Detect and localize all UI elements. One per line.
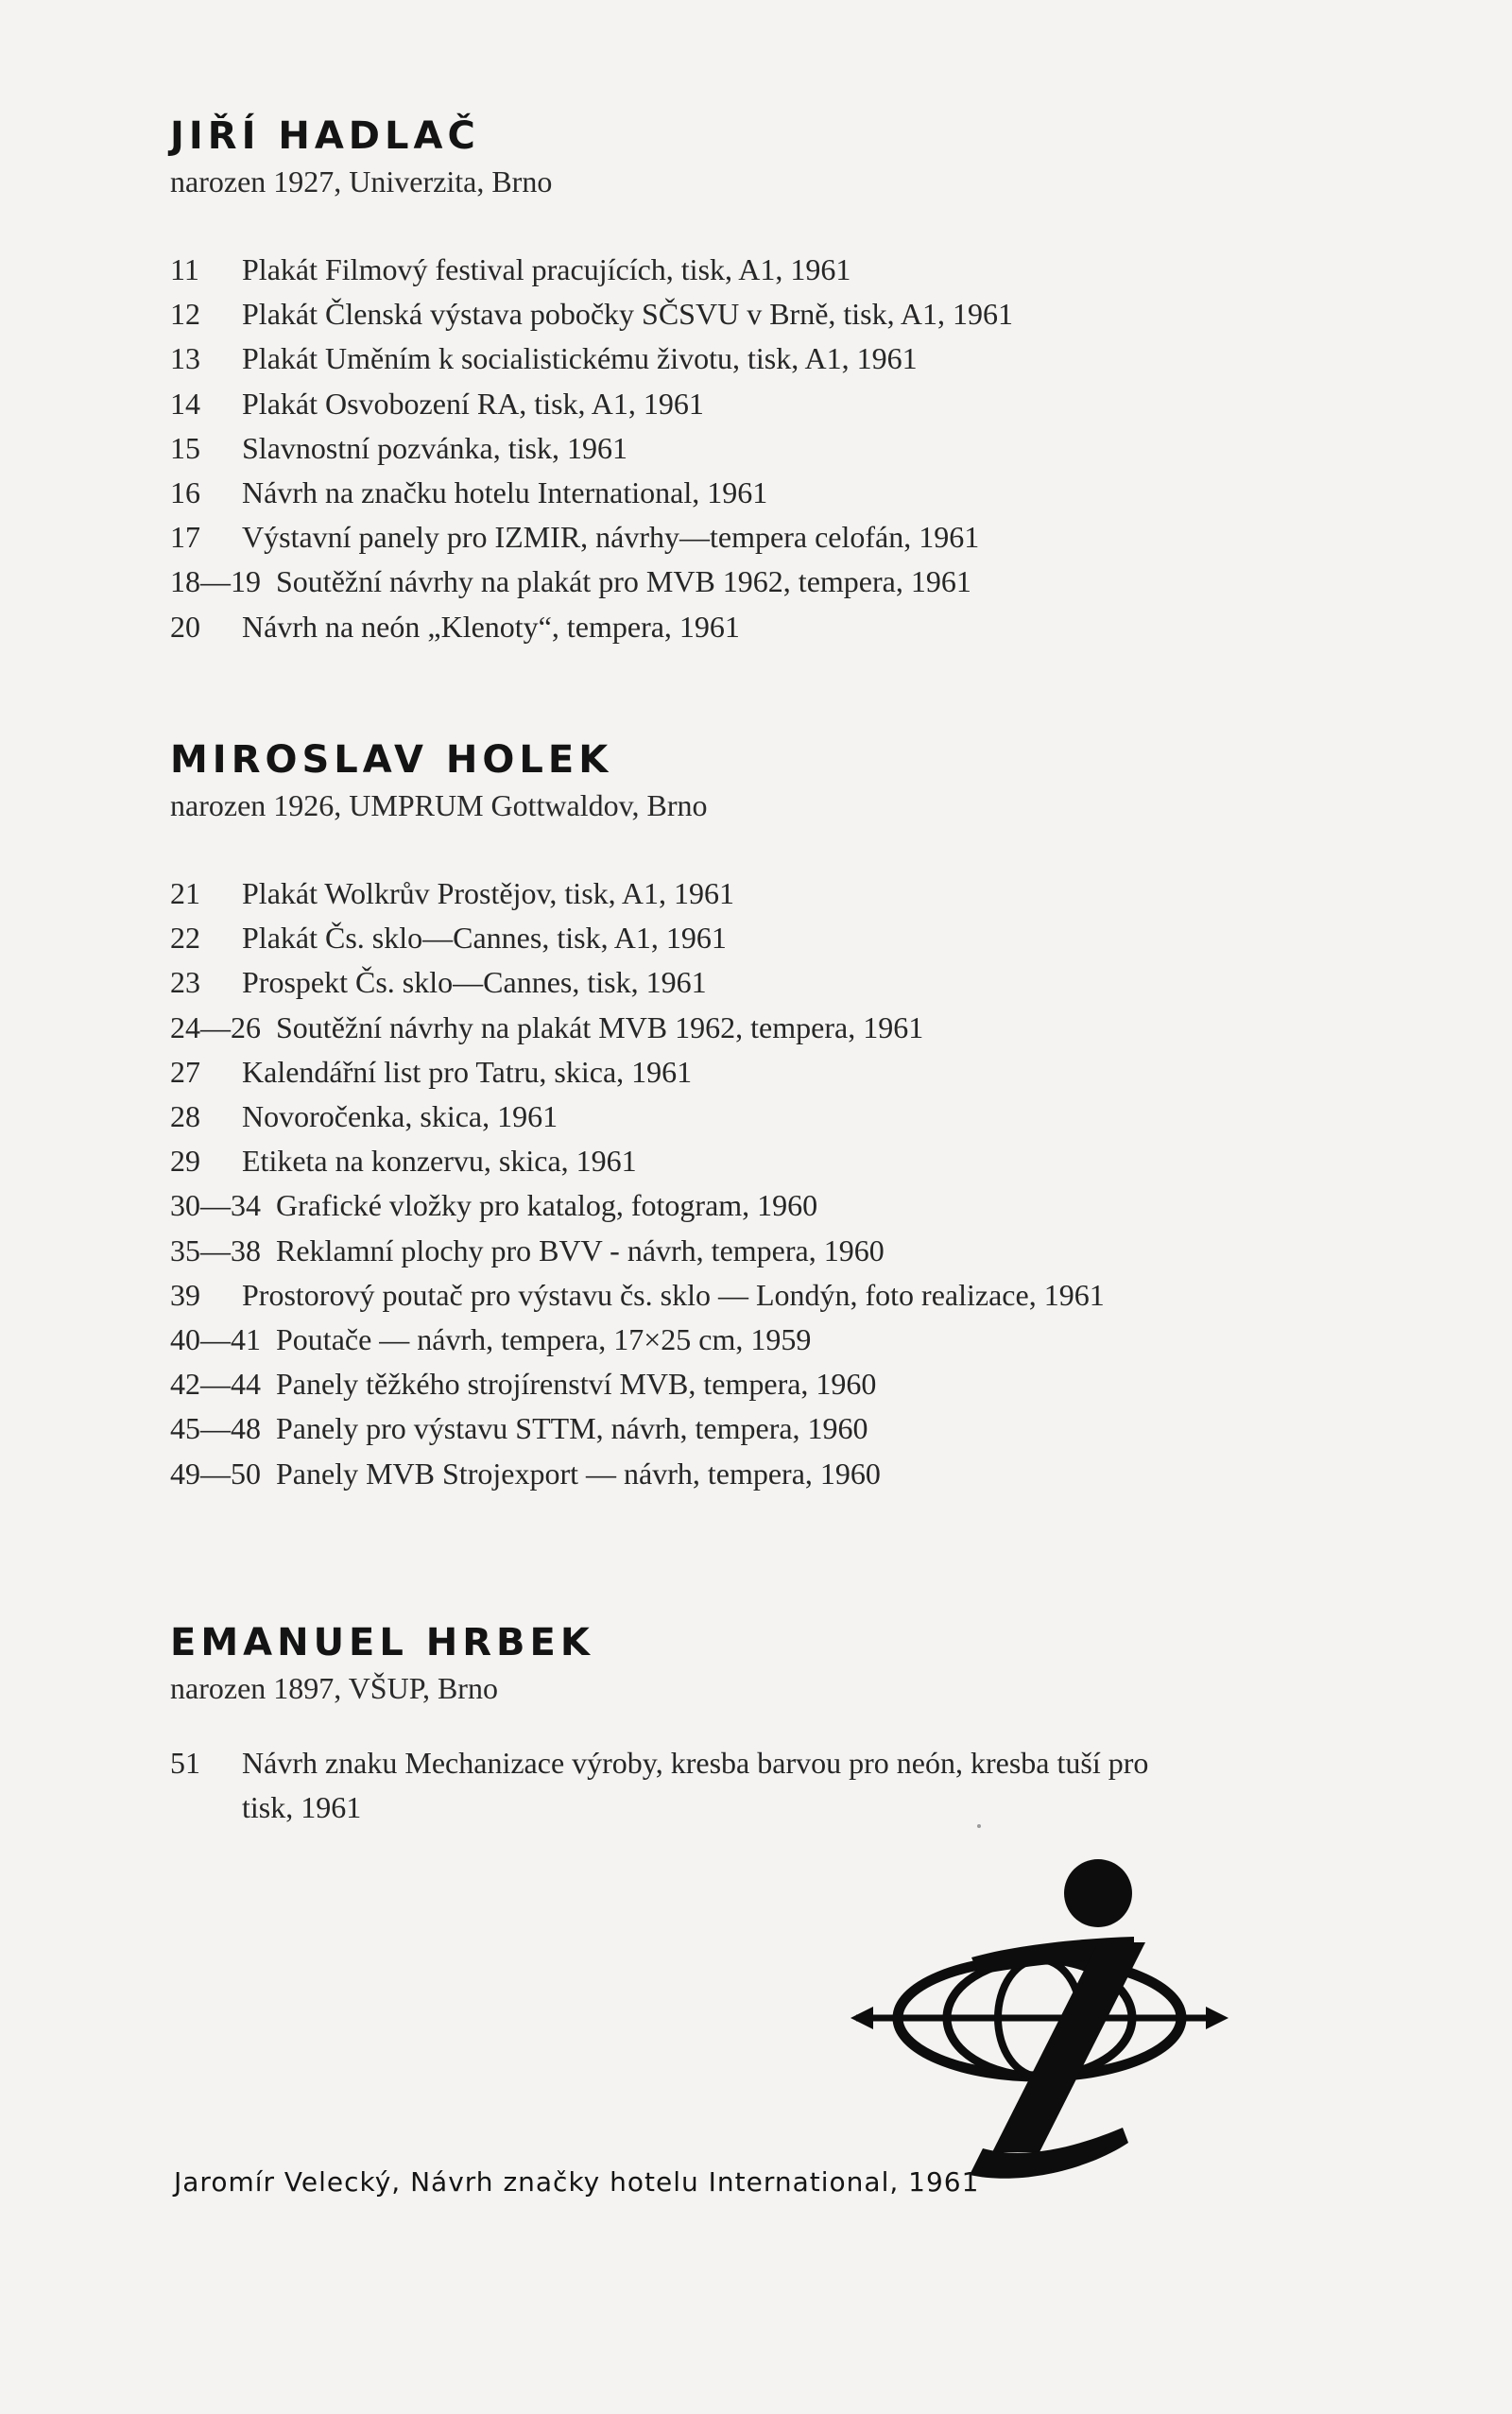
item-number: 12 (170, 297, 200, 332)
item-text: Výstavní panely pro IZMIR, návrhy—tempera celofán, 1961 (242, 520, 980, 555)
item-text: Návrh na značku hotelu International, 1961 (242, 475, 768, 510)
item-number: 27 (170, 1054, 200, 1089)
item-text: Návrh na neón „Klenoty“, tempera, 1961 (242, 609, 740, 644)
work-list (170, 248, 1304, 649)
item-text: Panely MVB Strojexport — návrh, tempera, 1960 (276, 1456, 881, 1491)
item-text: Panely těžkého strojírenství MVB, tempera, 1960 (276, 1367, 877, 1402)
list-item (170, 1050, 1304, 1095)
work-list (170, 1741, 1304, 1830)
item-text: Prostorový poutač pro výstavu čs. sklo — Londýn, foto realizace, 1961 (242, 1277, 1105, 1312)
item-text: Návrh znaku Mechanizace výroby, kresba barvou pro neón, kresba tuší pro tisk, 1961 (242, 1746, 1149, 1825)
item-number: 16 (170, 475, 200, 510)
artist-section-holek (170, 737, 1304, 1496)
list-item (170, 1095, 1304, 1139)
item-text: Etiketa na konzervu, skica, 1961 (242, 1144, 637, 1179)
item-number: 14 (170, 386, 200, 421)
list-item (170, 336, 1304, 381)
list-item (170, 1362, 1304, 1406)
list-item (170, 382, 1304, 426)
item-number: 15 (170, 430, 200, 465)
hotel-international-logo-icon (850, 1848, 1228, 2207)
item-text: Soutěžní návrhy na plakát MVB 1962, tempera, 1961 (276, 1009, 924, 1044)
item-text: Slavnostní pozvánka, tisk, 1961 (242, 430, 627, 465)
list-item (170, 426, 1304, 471)
item-number: 28 (170, 1099, 200, 1134)
list-item (170, 560, 1304, 604)
item-text: Kalendářní list pro Tatru, skica, 1961 (242, 1054, 693, 1089)
list-item (170, 1273, 1304, 1318)
list-item (170, 1183, 1304, 1228)
list-item (170, 1006, 1304, 1050)
artist-info: narozen 1926, UMPRUM Gottwaldov, Brno (170, 788, 708, 822)
artist-name: MIROSLAV HOLEK (170, 738, 613, 782)
work-list (170, 871, 1304, 1496)
item-number: 11 (170, 252, 199, 286)
artist-info: narozen 1897, VŠUP, Brno (170, 1671, 498, 1705)
item-number: 30—34 (170, 1188, 261, 1223)
figure-caption: Jaromír Velecký, Návrh značky hotelu International, 1961 (174, 2166, 980, 2198)
item-number: 23 (170, 965, 200, 1000)
list-item (170, 871, 1304, 916)
item-text: Poutače — návrh, tempera, 17×25 cm, 1959 (276, 1322, 812, 1357)
list-item (170, 248, 1304, 292)
artist-name: EMANUEL HRBEK (170, 1621, 594, 1664)
item-number: 17 (170, 520, 200, 555)
item-number: 45—48 (170, 1411, 261, 1446)
list-item (170, 1318, 1304, 1362)
artist-section-hadlac (170, 113, 1304, 649)
item-text: Plakát Členská výstava pobočky SČSVU v Brně, tisk, A1, 1961 (242, 297, 1013, 332)
list-item (170, 605, 1304, 649)
artist-name: JIŘÍ HADLAČ (170, 114, 480, 158)
item-number: 35—38 (170, 1233, 261, 1267)
item-number: 51 (170, 1746, 200, 1780)
item-text: Plakát Uměním k socialistickému životu, tisk, A1, 1961 (242, 341, 918, 376)
item-text: Plakát Wolkrův Prostějov, tisk, A1, 1961 (242, 876, 734, 910)
item-number: 24—26 (170, 1009, 261, 1044)
item-number: 18—19 (170, 564, 261, 599)
item-number: 49—50 (170, 1456, 261, 1491)
item-text: Novoročenka, skica, 1961 (242, 1099, 558, 1134)
list-item (170, 515, 1304, 560)
item-text: Panely pro výstavu STTM, návrh, tempera, 1960 (276, 1411, 868, 1446)
item-text: Plakát Filmový festival pracujících, tisk, A1, 1961 (242, 252, 851, 286)
item-text: Reklamní plochy pro BVV - návrh, tempera, 1960 (276, 1233, 885, 1267)
print-speck (977, 1824, 981, 1828)
item-text: Plakát Čs. sklo—Cannes, tisk, A1, 1961 (242, 921, 727, 956)
artist-info: narozen 1927, Univerzita, Brno (170, 164, 553, 198)
item-number: 22 (170, 921, 200, 956)
item-number: 20 (170, 609, 200, 644)
list-item (170, 1406, 1304, 1451)
item-number: 40—41 (170, 1322, 261, 1357)
item-number: 39 (170, 1277, 200, 1312)
list-item (170, 471, 1304, 515)
item-text: Prospekt Čs. sklo—Cannes, tisk, 1961 (242, 965, 707, 1000)
list-item (170, 1139, 1304, 1183)
list-item (170, 1741, 1304, 1830)
item-number: 42—44 (170, 1367, 261, 1402)
list-item (170, 292, 1304, 336)
item-text: Plakát Osvobození RA, tisk, A1, 1961 (242, 386, 704, 421)
item-text: Grafické vložky pro katalog, fotogram, 1960 (276, 1188, 818, 1223)
artist-section-hrbek (170, 1620, 1304, 1830)
item-number: 29 (170, 1144, 200, 1179)
item-text: Soutěžní návrhy na plakát pro MVB 1962, tempera, 1961 (276, 564, 971, 599)
list-item (170, 1229, 1304, 1273)
list-item (170, 960, 1304, 1005)
list-item (170, 1452, 1304, 1496)
item-number: 21 (170, 876, 200, 910)
list-item (170, 916, 1304, 960)
item-number: 13 (170, 341, 200, 376)
